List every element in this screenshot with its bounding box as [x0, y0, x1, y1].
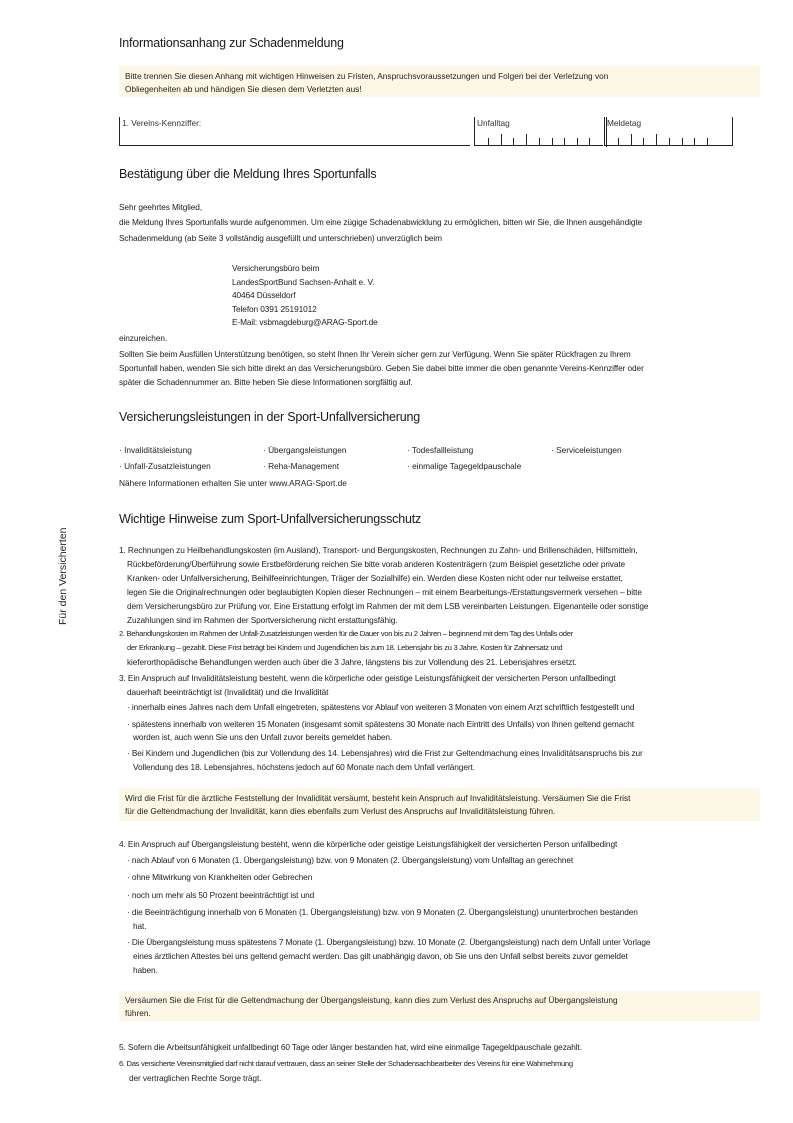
note-4-bullet: · ohne Mitwirkung von Krankheiten oder Gebrechen — [127, 872, 313, 882]
benefit-item: · Übergangsleistungen — [263, 445, 347, 455]
note-2: kieferorthopädische Behandlungen werden auch über die 3 Jahre, längstens bis zur Vollendung des 21. Lebensjahres ersetzt. — [127, 657, 577, 667]
benefit-item: · Invaliditätsleistung — [119, 445, 192, 455]
warning-uebergang — [119, 991, 760, 1021]
note-3-bullet: · innerhalb eines Jahres nach dem Unfall eingetreten, spätestens vor Ablauf von weiteren 3 Monaten von einem Arzt schriftlich festgestellt und — [127, 702, 635, 712]
warning-line: Versäumen Sie die Frist für die Geltendmachung der Übergangsleistung, kann dies zum Verlust des Anspruchs auf Übergangsleistung — [125, 995, 618, 1005]
meldetag-label: Meldetag — [607, 118, 642, 128]
date-tick — [682, 138, 683, 145]
address-line: Versicherungsbüro beim — [232, 263, 320, 273]
note-3-bullet: worden ist, auch wenn Sie uns den Unfall zuvor bereits gemeldet haben. — [133, 732, 393, 742]
submit-text: einzureichen. — [119, 333, 168, 343]
intro-note-line: Bitte trennen Sie diesen Anhang mit wichtigen Hinweisen zu Fristen, Anspruchsvoraussetzungen und Folgen bei der Verletzung von — [125, 71, 609, 81]
vereins-kennziffer-label: 1. Vereins-Kennziffer: — [122, 118, 202, 128]
note-4-bullet: eines ärztlichen Attestes bei uns geltend gemacht werden. Das gilt unabhängig davon, ob Sie uns den Unfall selbst bereits zuvor gemeldet — [133, 951, 628, 961]
note-5: 5. Sofern die Arbeitsunfähigkeit unfallbedingt 60 Tage oder länger bestanden hat, wird eine einmalige Tagegeldpauschale gezahlt. — [119, 1042, 582, 1052]
more-info-link[interactable]: Nähere Informationen erhalten Sie unter www.ARAG-Sport.de — [119, 478, 347, 488]
note-1: 1. Rechnungen zu Heilbehandlungskosten (im Ausland), Transport- und Bergungskosten, Rechnungen zu Zahn- und Brillenschäden, Hilfsmitteln, — [119, 545, 638, 555]
address-phone: Telefon 0391 25191012 — [232, 304, 317, 314]
warning-invaliditaet — [119, 788, 760, 821]
vereins-kennziffer-field[interactable] — [119, 117, 470, 146]
date-tick — [526, 134, 527, 145]
note-1: legen Sie die Originalrechnungen oder beglaubigten Kopien dieser Rechnungen – mit einem Bearbeitungs-/Erstattungsvermerk versehen – bitte — [127, 587, 642, 597]
note-4-bullet: · Die Übergangsleistung muss spätestens 7 Monate (1. Übergangsleistung) bzw. 10 Monate (2. Übergangsleistung) nach dem Unfall unter Vorlage — [127, 937, 651, 947]
intro-note-line: Obliegenheiten ab und händigen Sie diesen dem Verletzten aus! — [125, 84, 362, 94]
date-tick — [552, 138, 553, 145]
date-tick — [643, 138, 644, 145]
benefit-item: · Serviceleistungen — [551, 445, 622, 455]
note-4-bullet: · die Beeinträchtigung innerhalb von 6 Monaten (1. Übergangsleistung) bzw. von 9 Monaten (2. Übergangsleistung) ununterbrochen bestanden — [127, 907, 638, 917]
note-3: dauerhaft beeinträchtigt ist (Invalidität) und die Invalidität — [127, 687, 329, 697]
note-4-bullet: hat. — [133, 921, 147, 931]
page-title: Informationsanhang zur Schadenmeldung — [119, 36, 344, 50]
unfalltag-label: Unfalltag — [477, 118, 510, 128]
help-text: Sportunfall haben, wenden Sie sich bitte direkt an das Versicherungsbüro. Geben Sie dabei bitte immer die oben genannte Vereins-Kennziffer oder — [119, 363, 644, 373]
benefit-item: · einmalige Tagegeldpauschale — [407, 461, 522, 471]
notes-heading: Wichtige Hinweise zum Sport-Unfallversicherungsschutz — [119, 512, 422, 526]
date-tick — [488, 138, 489, 145]
help-text: später die Schadennummer an. Bitte heben Sie diese Informationen sorgfältig auf. — [119, 377, 413, 387]
side-label: Für den Versicherten — [57, 527, 69, 625]
date-tick — [539, 138, 540, 145]
date-tick — [589, 138, 590, 145]
address-line: 40464 Düsseldorf — [232, 290, 296, 300]
date-tick — [707, 138, 708, 145]
date-tick — [577, 138, 578, 145]
note-6: 6. Das versicherte Vereinsmitglied darf nicht darauf vertrauen, dass an seiner Stelle der Schadensachbearbeiter des Vereins für eine Wahrnehmung — [119, 1059, 573, 1068]
address-line: LandesSportBund Sachsen-Anhalt e. V. — [232, 277, 375, 287]
note-3: 3. Ein Anspruch auf Invaliditätsleistung besteht, wenn die körperliche oder geistige Leistungsfähigkeit der versicherten Person unfallbedingt — [119, 673, 616, 683]
confirmation-text: die Meldung Ihres Sportunfalls wurde aufgenommen. Um eine zügige Schadenabwicklung zu ermöglichen, bitten wir Sie, die Ihnen ausgehändigte — [119, 217, 643, 227]
date-tick — [513, 138, 514, 145]
salutation: Sehr geehrtes Mitglied, — [119, 202, 203, 212]
date-tick — [669, 138, 670, 145]
warning-line: führen. — [125, 1008, 151, 1018]
unfalltag-field[interactable] — [474, 117, 603, 146]
date-tick — [631, 134, 632, 145]
address-email[interactable]: E-Mail: vsbmagdeburg@ARAG-Sport.de — [232, 317, 378, 327]
date-tick — [656, 134, 657, 145]
note-3-bullet: · Bei Kindern und Jugendlichen (bis zur Vollendung des 14. Lebensjahres) wird die Frist zur Geltendmachung eines Invaliditätsanspruchs bis zur — [127, 748, 643, 758]
note-4: 4. Ein Anspruch auf Übergangsleistung besteht, wenn die körperliche oder geistige Leistungsfähigkeit der versicherten Person unfallbedingt — [119, 839, 618, 849]
note-1: Kranken- oder Unfallversicherung, Beihilfeeinrichtungen, Träger der Sozialhilfe) ein. Werden diese Kosten nicht oder nur teilweise erstattet, — [127, 573, 623, 583]
note-1: dem Versicherungsbüro zur Prüfung vor. Eine Erstattung erfolgt im Rahmen der mit dem LSB vereinbarten Leistungen. Eigenanteile oder sonstige — [127, 601, 649, 611]
benefit-item: · Todesfallleistung — [407, 445, 474, 455]
confirmation-text: Schadenmeldung (ab Seite 3 vollständig ausgefüllt und unterschrieben) unverzüglich beim — [119, 233, 442, 243]
benefits-heading: Versicherungsleistungen in der Sport-Unfallversicherung — [119, 410, 420, 424]
note-4-bullet: · nach Ablauf von 6 Monaten (1. Übergangsleistung) bzw. von 9 Monaten (2. Übergangsleistung) vom Unfalltag an gerechnet — [127, 855, 574, 865]
date-tick — [694, 138, 695, 145]
confirmation-heading: Bestätigung über die Meldung Ihres Sportunfalls — [119, 167, 377, 181]
note-2: 2. Behandlungskosten im Rahmen der Unfall-Zusatzleistungen werden für die Dauer von bis zu 2 Jahren – beginnend mit dem Tag des Unfalls oder — [119, 629, 573, 638]
date-tick — [501, 134, 502, 145]
note-4-bullet: haben. — [133, 965, 158, 975]
note-3-bullet: · spätestens innerhalb von weiteren 15 Monaten (insgesamt somit spätestens 30 Monate nach Eintritt des Unfalls) von Ihnen geltend gemacht — [127, 719, 634, 729]
warning-line: Wird die Frist für die ärztliche Feststellung der Invalidität versäumt, besteht kein Anspruch auf Invaliditätsleistung. Versäumen Sie die Frist — [125, 793, 631, 803]
date-tick — [564, 138, 565, 145]
note-6: der vertraglichen Rechte Sorge trägt. — [129, 1073, 262, 1083]
note-2: der Erkrankung – gezahlt. Diese Frist beträgt bei Kindern und Jugendlichen bis zum 18. Lebensjahr bis zu 3 Jahre. Kosten für Zahnersatz und — [127, 643, 563, 652]
meldetag-field[interactable] — [604, 117, 733, 146]
benefit-item: · Unfall-Zusatzleistungen — [119, 461, 211, 471]
note-1: Rückbeförderung/Überführung sowie Erstbeförderung reichen Sie bitte vorab anderen Kostenträgern (zum Beispiel gesetzliche oder private — [127, 559, 626, 569]
date-tick — [618, 138, 619, 145]
note-3-bullet: Vollendung des 18. Lebensjahres, höchstens jedoch auf 60 Monate nach dem Unfall verlängert. — [133, 762, 475, 772]
note-1: Zuzahlungen sind im Rahmen der Sportversicherung nicht erstattungsfähig. — [127, 615, 398, 625]
note-4-bullet: · noch um mehr als 50 Prozent beeinträchtigt ist und — [127, 890, 315, 900]
benefit-item: · Reha-Management — [263, 461, 340, 471]
intro-note — [119, 66, 760, 97]
help-text: Sollten Sie beim Ausfüllen Unterstützung benötigen, so steht Ihnen Ihr Verein sicher gern zur Verfügung. Wenn Sie später Rückfragen zu Ihrem — [119, 349, 631, 359]
warning-line: für die Geltendmachung der Invalidität, kann dies ebenfalls zum Verlust des Anspruchs auf Invaliditätsleistung führen. — [125, 806, 556, 816]
